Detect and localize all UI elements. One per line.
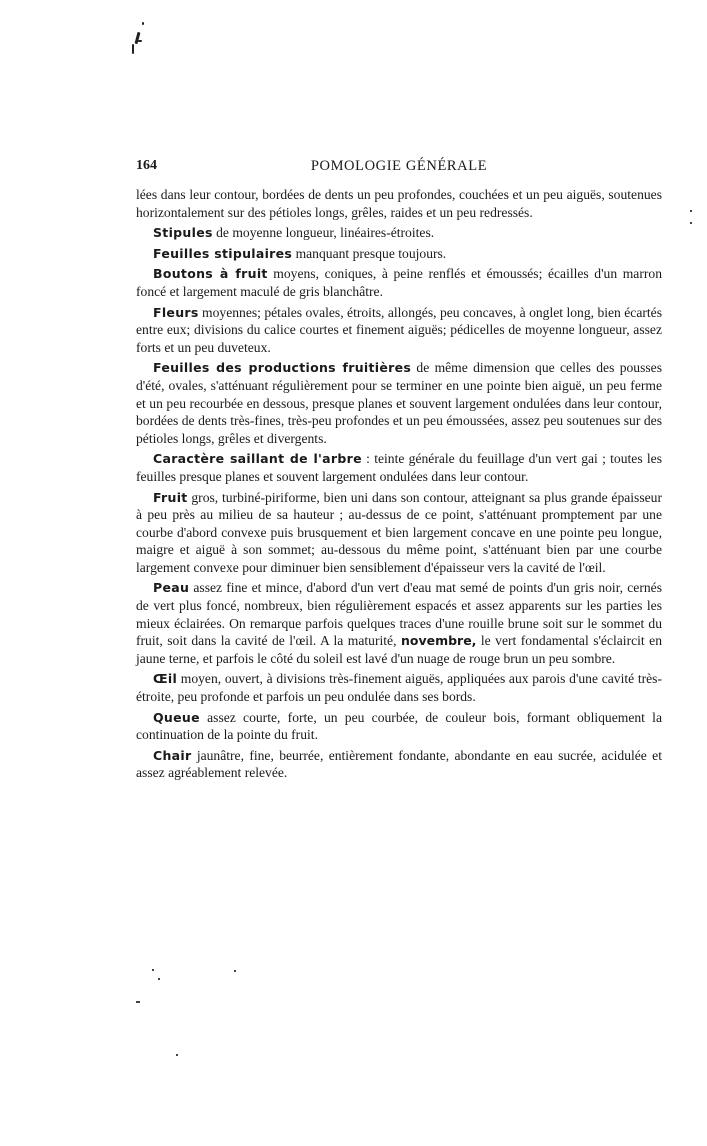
inline-term: novembre,: [400, 633, 477, 649]
term-heading: Caractère saillant de l'arbre: [153, 451, 362, 467]
paragraph-text: : teinte générale du feuillage d'un vert gai ; toutes les feuilles presque planes et souvent largement ondulées dans leur contour.: [136, 451, 662, 484]
paragraph-caractere: [136, 450, 662, 485]
book-page: [136, 158, 662, 785]
paragraph-fruit: [136, 489, 662, 577]
page-header: [136, 158, 662, 180]
paragraph-text: de moyenne longueur, linéaires-étroites.: [212, 225, 435, 241]
paragraph-peau: [136, 579, 662, 667]
paragraph-queue: [136, 709, 662, 744]
running-title: POMOLOGIE GÉNÉRALE: [310, 158, 488, 174]
paragraph-text: moyens, coniques, à peine renflés et émoussés; écailles d'un marron foncé et largement maculé de gris blanchâtre.: [136, 266, 662, 299]
term-heading: Œil: [153, 671, 178, 687]
paragraph-continuation: [136, 186, 662, 221]
scan-ink-marks: [128, 18, 148, 58]
paragraph-text: le vert fondamental s'éclaircit en jaune terne, et parfois le côté du soleil est lavé d'un nuage de rouge brun un peu sombre.: [136, 633, 662, 666]
term-heading: Chair: [153, 747, 192, 763]
paragraph-text: jaunâtre, fine, beurrée, entièrement fondante, abondante en eau sucrée, acidulée et assez agréablement relevée.: [136, 747, 662, 781]
paragraph-feuilles-stipulaires: [136, 245, 662, 263]
paragraph-text: gros, turbiné-piriforme, bien uni dans son contour, atteignant sa plus grande épaisseur à peu près au milieu de sa hauteur ; au-dessus de ce point, s'atténuant promptement par une courbe d'abord convexe puis brusquement et bien largement concave en une pointe peu longue, maigre et aiguë à son sommet; au-dessous du même point, s'atténuant bien par une courbe largement convexe pour diminuer bien sensiblement d'épaisseur vers la cavité de l'œil.: [136, 489, 662, 575]
paragraph-feuilles-productions: [136, 359, 662, 447]
paragraph-text: moyennes; pétales ovales, étroits, allongés, peu concaves, à onglet long, bien écartés entre eux; divisions du calice courtes et finement aiguës; pédicelles de moyenne longueur, assez forts et un peu duveteux.: [136, 304, 662, 355]
term-heading: Queue: [153, 709, 200, 725]
term-heading: Fleurs: [153, 304, 199, 320]
paragraph-text: assez courte, forte, un peu courbée, de couleur bois, formant obliquement la continuation de la pointe du fruit.: [136, 709, 662, 743]
term-heading: Peau: [153, 580, 190, 596]
term-heading: Feuilles stipulaires: [153, 245, 293, 261]
paragraph-text: lées dans leur contour, bordées de dents un peu profondes, couchées et un peu aiguës, soutenues horizontalement sur des pétioles longs, grêles, raides et un peu redressés.: [136, 187, 662, 220]
paragraph-text: manquant presque toujours.: [292, 245, 447, 261]
paragraph-stipules: [136, 224, 662, 242]
paragraph-oeil: [136, 670, 662, 705]
paragraph-text: de même dimension que celles des pousses d'été, ovales, s'atténuant régulièrement pour se terminer en une pointe bien aiguë, un peu ferme et un peu recourbée en dessous, presque planes et souvent largement ondulées dans leur contour, bordées de dents très-fines, très-peu profondes et un peu émoussées, assez peu soutenues sur des pétioles longs, grêles et divergents.: [136, 360, 662, 446]
paragraph-text: moyen, ouvert, à divisions très-finement aiguës, appliquées aux parois d'une cavité très-étroite, peu profonde et parfois un peu ondulée dans ses bords.: [136, 671, 662, 705]
paragraph-text: assez fine et mince, d'abord d'un vert d'eau mat semé de points d'un gris noir, cernés de vert plus foncé, nombreux, bien régulièrement espacés et assez apparents sur les parties les mieux éclairées. On remarque parfois quelques traces d'une rouille brune soit sur le sommet du fruit, soit dans la cavité de l'œil. A la maturité,: [136, 580, 662, 649]
paragraph-fleurs: [136, 304, 662, 357]
term-heading: Feuilles des productions fruitières: [153, 360, 412, 376]
term-heading: Stipules: [153, 225, 213, 241]
paragraph-boutons: [136, 265, 662, 300]
page-number: 164: [136, 158, 157, 173]
term-heading: Boutons à fruit: [153, 266, 268, 282]
term-heading: Fruit: [153, 489, 188, 505]
paragraph-chair: [136, 747, 662, 782]
